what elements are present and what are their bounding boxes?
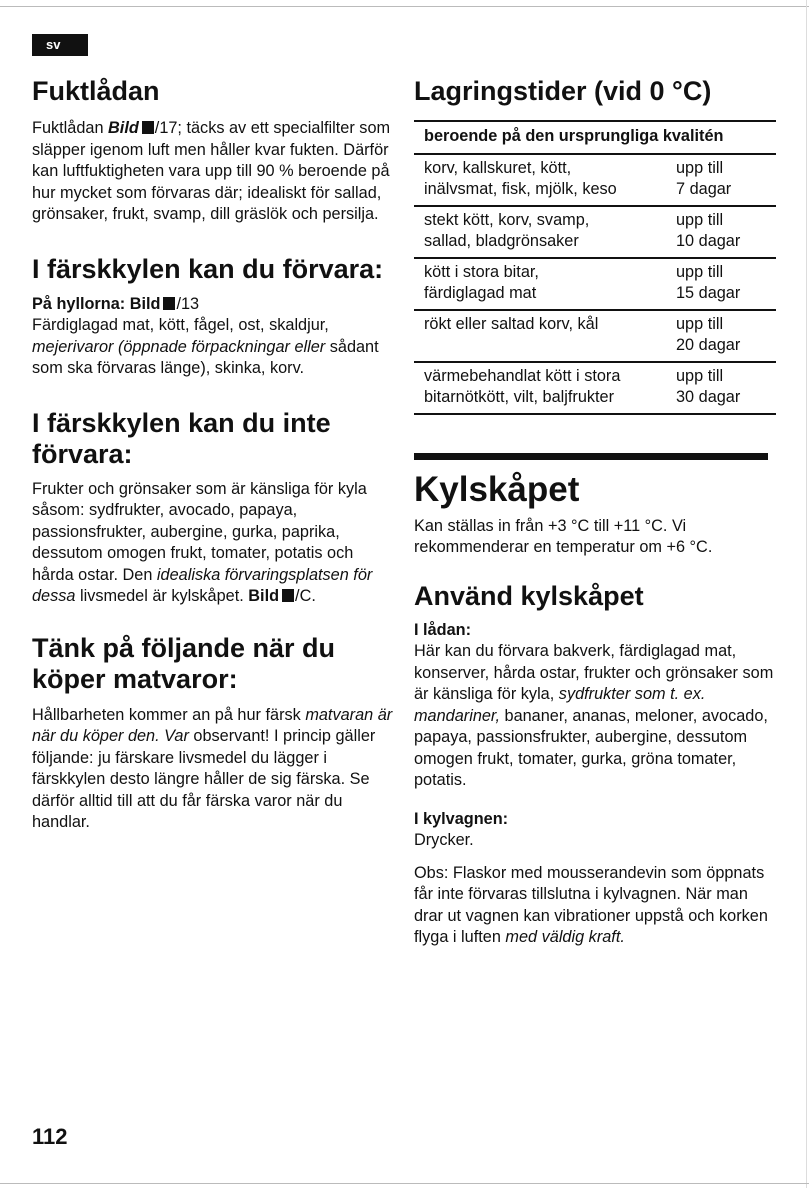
- shelves-text-b: sådant som ska förvaras länge), skinka, korv.: [32, 337, 379, 377]
- fuktladan-figure-ref: Bild: [108, 119, 139, 137]
- drawer-body: [414, 641, 776, 792]
- note-text-italic: med väldig kraft.: [505, 928, 625, 946]
- time-line: 20 dagar: [676, 336, 741, 354]
- top-rule: [0, 6, 809, 7]
- page-number: 112: [32, 1124, 68, 1149]
- table-row: [414, 155, 776, 207]
- table-header: beroende på den ursprungliga kvalitén: [414, 122, 776, 155]
- section-divider: [414, 453, 768, 460]
- language-tag: sv: [32, 34, 88, 56]
- shelves-subheading: [32, 294, 394, 316]
- storage-times-table: [414, 120, 776, 415]
- drawer-text-a: Här kan du förvara bakverk, färdiglagad mat, konserver, hårda ostar, frukter och grönsaker som är känsliga för kyla,: [414, 642, 774, 703]
- drawer-text-italic: sydfrukter som t. ex. mandariner,: [414, 685, 706, 725]
- item-line: rökt eller saltad korv, kål: [424, 314, 599, 333]
- figure-marker-icon: [142, 121, 154, 134]
- item-line: kött i stora bitar,: [424, 262, 539, 281]
- not-store-body: [32, 479, 394, 608]
- bottom-rule: [0, 1183, 809, 1184]
- section-title-kop-matvaror: Tänk på följande när du köper matvaror:: [32, 632, 336, 694]
- section-title-farskkylen-inte: I färskkylen kan du inte förvara:: [32, 407, 331, 469]
- figure-marker-icon: [163, 297, 175, 310]
- not-store-figure-suffix: /C.: [295, 587, 316, 605]
- note-text: Obs: Flaskor med mousserandevin som öppnats får inte förvaras tillslutna i kylvagnen. När man drar ut vagnen kan vibrationer uppstå och korken flyga i luften: [414, 863, 768, 946]
- shelves-figure-ref: /13: [176, 294, 200, 313]
- figure-marker-icon: [282, 589, 294, 602]
- shelves-subheading-text: På hyllorna: Bild: [32, 294, 161, 313]
- item-line: bitarnötkött, vilt, baljfrukter: [424, 388, 615, 406]
- table-row: [414, 259, 776, 311]
- item-line: värmebehandlat kött i stora: [424, 366, 621, 385]
- page-edge: [806, 0, 807, 1188]
- not-store-text-italic: idealiska förvaringsplatsen för dessa: [32, 565, 373, 605]
- table-cell-item: [424, 262, 676, 305]
- drawer-text-b: bananer, ananas, meloner, avocado, papaya, passionsfrukter, aubergine, dessutom omogen frukt, tomater, gurka, gröna tomater, potatis.: [414, 706, 768, 789]
- not-store-figure-ref: Bild: [248, 587, 280, 605]
- table-row: [414, 207, 776, 259]
- time-line: upp till: [676, 210, 724, 229]
- table-cell-time: [676, 262, 776, 305]
- time-line: 7 dagar: [676, 180, 732, 198]
- section-title-lagringstider: Lagringstider (vid 0 °C): [414, 76, 712, 106]
- table-cell-item: [424, 210, 676, 253]
- section-title-fuktladan: Fuktlådan: [32, 76, 160, 106]
- buying-text-b: observant! I princip gäller följande: ju färskare livsmedel du lägger i färskkylen desto längre håller de sig färska. Se därför alltid till att du får färska varor när du handlar.: [32, 727, 376, 831]
- fuktladan-text-b: /17; täcks av ett specialfilter som släpper igenom luft men håller kvar fukten. Därför kan luftfuktigheten vara upp till 90 % beroende på hur mycket som förvaras där; idealiskt för sallad, grönsaker, frukt, svamp, dill gräslök och persilja.: [32, 119, 391, 223]
- table-row: [414, 363, 776, 415]
- section-title-farskkylen-forvara: I färskkylen kan du förvara:: [32, 253, 384, 284]
- not-store-text-a: Frukter och grönsaker som är känsliga för kyla såsom: sydfrukter, avocado, papaya, passionsfrukter, aubergine, gurka, paprika, dessutom omogen frukt, tomater, potatis och hårda ostar. Den: [32, 479, 367, 584]
- item-line: färdiglagad mat: [424, 284, 537, 302]
- item-line: inälvsmat, fisk, mjölk, keso: [424, 180, 617, 198]
- buying-text-a: Hållbarheten kommer an på hur färsk: [32, 705, 301, 724]
- table-cell-time: [676, 210, 776, 253]
- item-line: korv, kallskuret, kött,: [424, 158, 572, 177]
- time-line: upp till: [676, 366, 724, 385]
- shelves-text-italic: mejerivaror (öppnade förpackningar eller: [32, 337, 326, 356]
- kylskapet-body: Kan ställas in från +3 °C till +11 °C. Vi rekommenderar en temperatur om +6 °C.: [414, 516, 713, 556]
- table-cell-item: [424, 314, 676, 357]
- note-body: [414, 863, 776, 949]
- time-line: 30 dagar: [676, 388, 741, 406]
- time-line: upp till: [676, 262, 724, 281]
- buying-body: [32, 705, 394, 834]
- fuktladan-body: [32, 118, 394, 226]
- table-cell-time: [676, 158, 776, 201]
- shelves-text-a: Färdiglagad mat, kött, fågel, ost, skaldjur,: [32, 316, 329, 334]
- item-line: sallad, bladgrönsaker: [424, 232, 579, 250]
- time-line: 10 dagar: [676, 232, 741, 250]
- not-store-text-b: livsmedel är kylskåpet.: [79, 587, 244, 605]
- left-column: [32, 76, 394, 834]
- time-line: 15 dagar: [676, 284, 741, 302]
- table-cell-item: [424, 158, 676, 201]
- fuktladan-text-a: Fuktlådan: [32, 119, 104, 137]
- main-title-kylskapet: Kylskåpet: [414, 469, 580, 509]
- section-title-anvand-kylskapet: Använd kylskåpet: [414, 580, 644, 611]
- item-line: stekt kött, korv, svamp,: [424, 210, 590, 229]
- table-row: [414, 311, 776, 363]
- shelves-body: [32, 315, 394, 380]
- table-cell-time: [676, 314, 776, 357]
- table-cell-time: [676, 366, 776, 409]
- time-line: upp till: [676, 158, 724, 177]
- table-cell-item: [424, 366, 676, 409]
- cart-subheading: I kylvagnen:: [414, 809, 509, 828]
- drawer-subheading: I lådan:: [414, 620, 471, 639]
- time-line: upp till: [676, 314, 724, 333]
- cart-body: Drycker.: [414, 831, 474, 849]
- buying-text-italic: matvaran är när du köper den. Var: [32, 705, 393, 745]
- right-column: [414, 76, 776, 949]
